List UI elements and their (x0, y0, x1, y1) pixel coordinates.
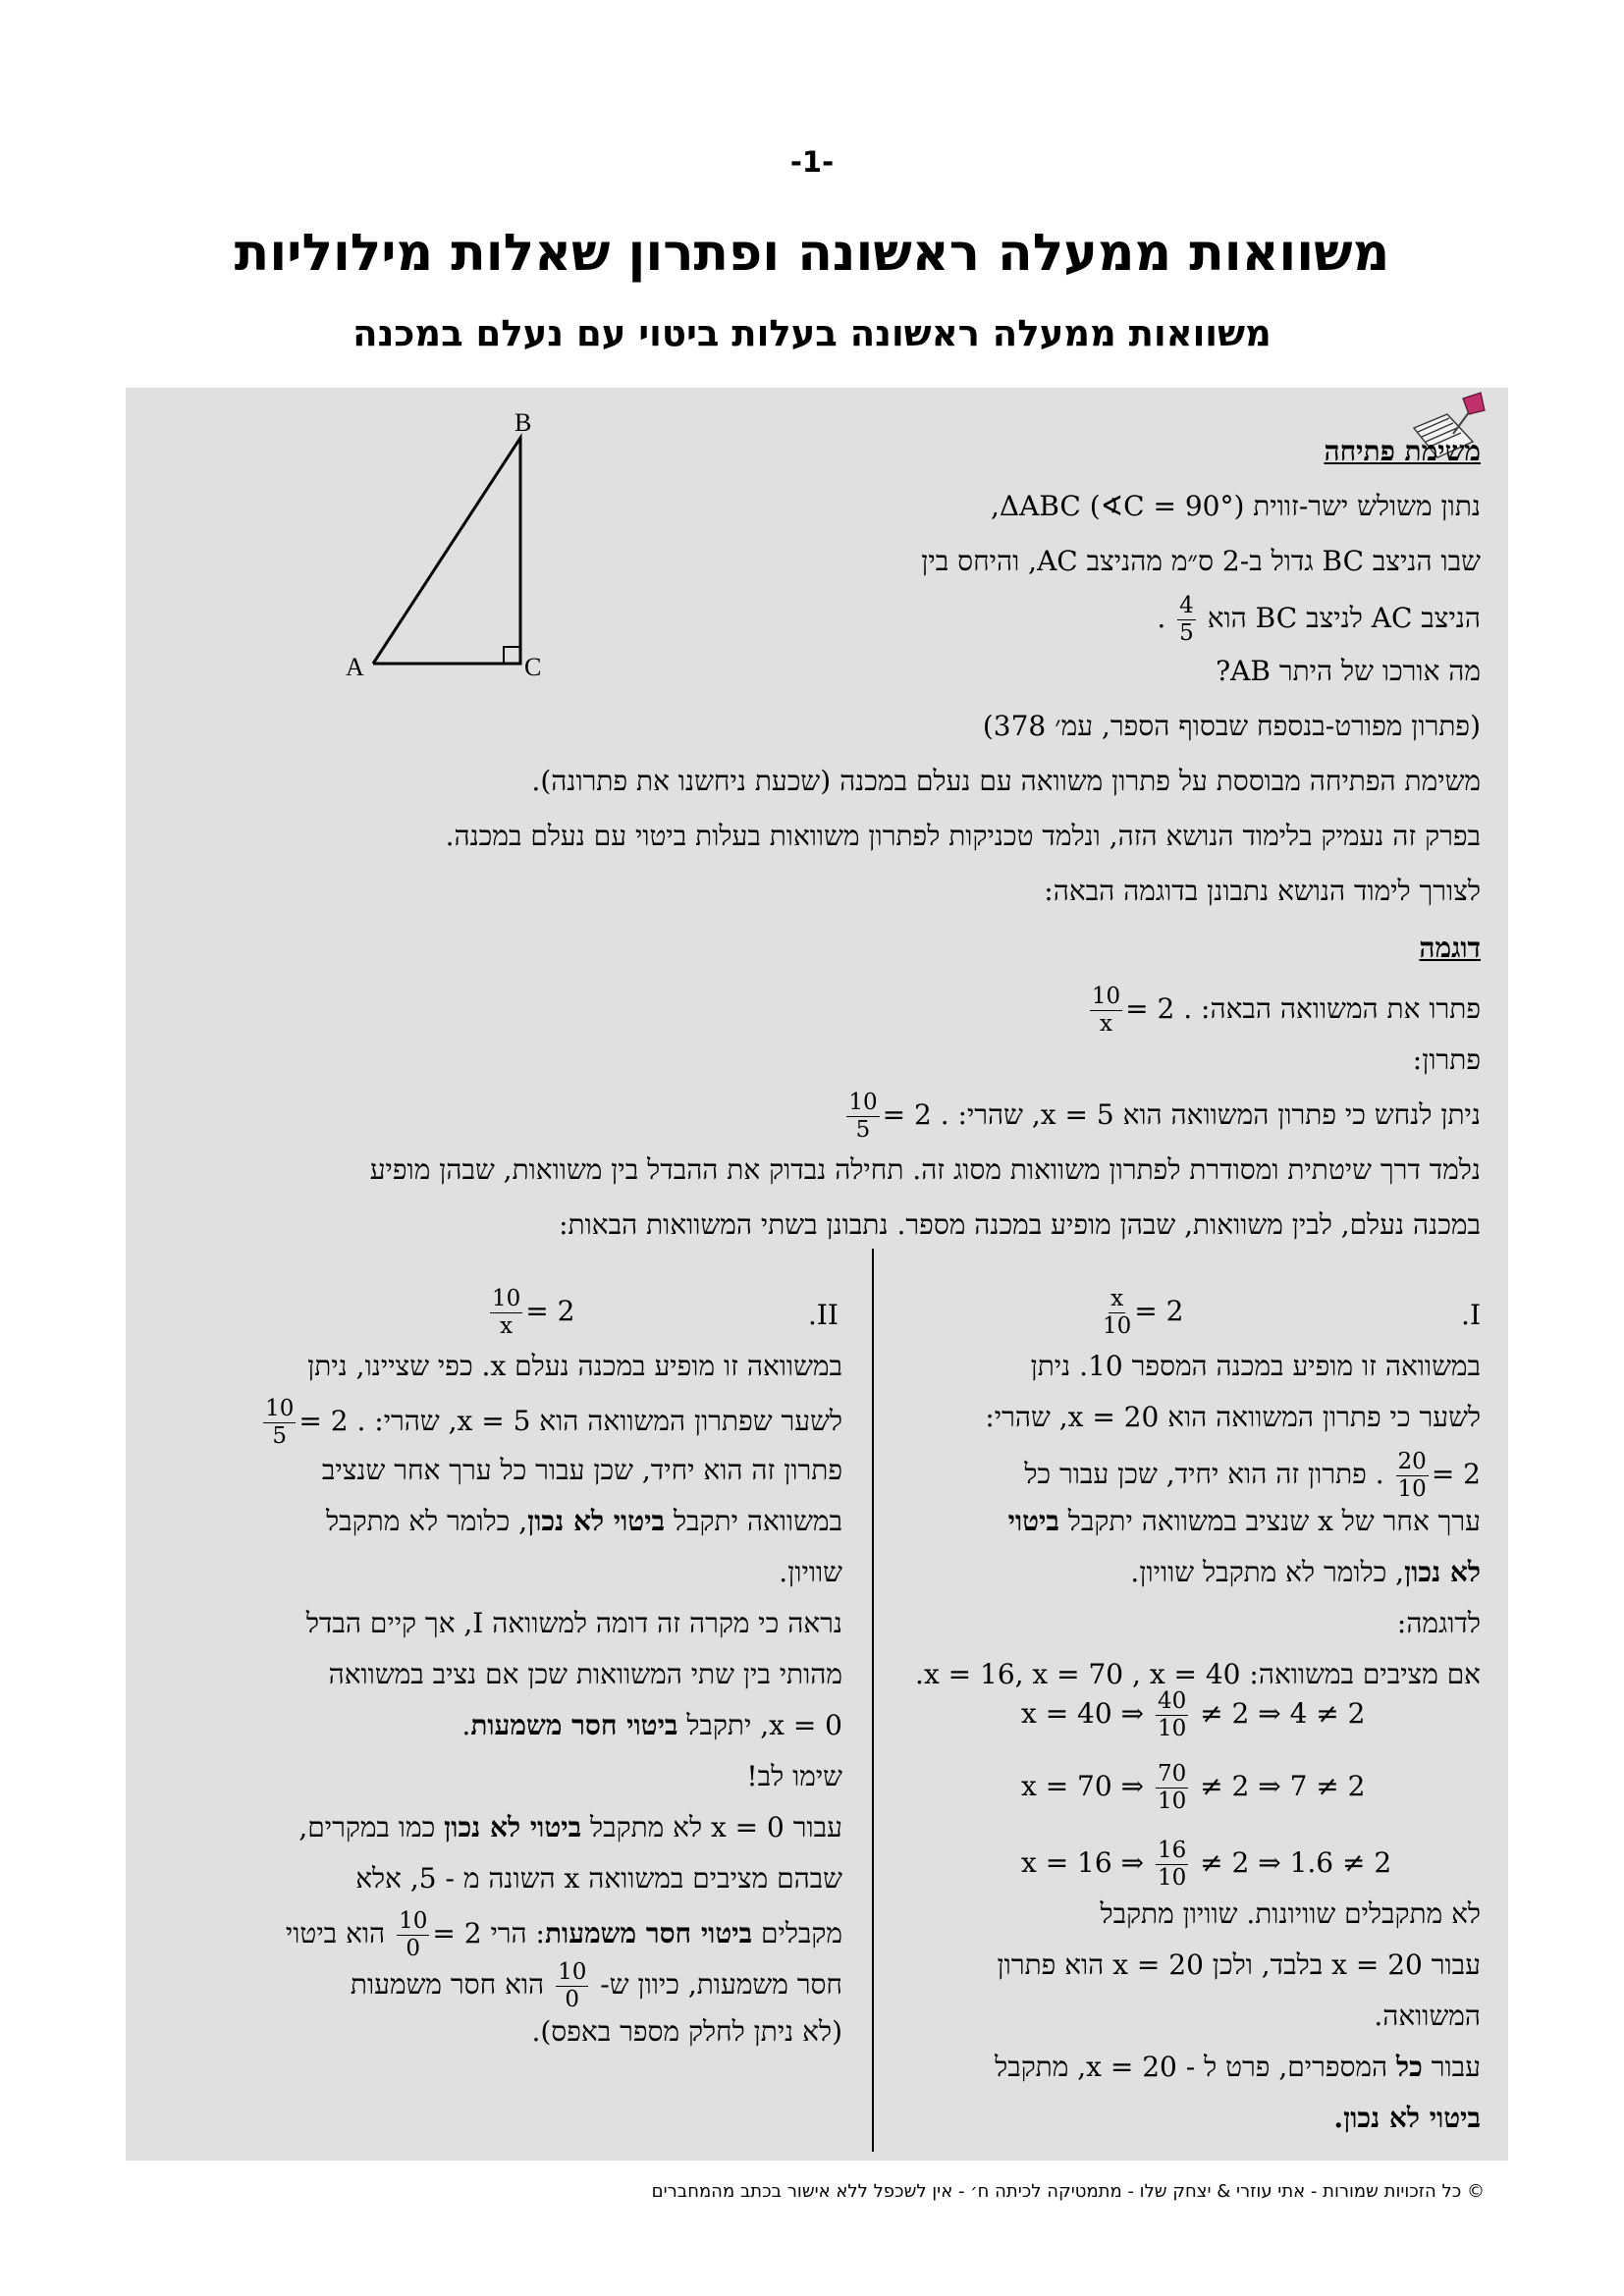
example-solve-text: פתרו את המשוואה הבאה: (1201, 992, 1481, 1025)
col1-line-3-text: . פתרון זה הוא יחיד, שכן עבור כל (1024, 1458, 1384, 1490)
col2-roman: II. (807, 1299, 839, 1331)
opening-heading: משימת פתיחה (1324, 435, 1481, 467)
col2-line-8: x = 0, יתקבל ביטוי חסר משמעות. (461, 1709, 842, 1741)
col2-line-13: חסר משמעות, כיוון ש- $\frac{10}{0}$ הוא חסר משמעות (350, 1959, 842, 2012)
col2-line-10: עבור x = 0 לא מתקבל ביטוי לא נכון כמו במקרים, (298, 1811, 842, 1843)
opening-line-2: שבו הניצב BC גדול ב-2 ס״מ מהניצב AC, והיחס בין (921, 545, 1481, 577)
example-guess-text: ניתן לנחש כי פתרון המשוואה הוא x = 5, שהרי: (957, 1098, 1481, 1131)
col1-line-12: ביטוי לא נכון. (1333, 2102, 1481, 2134)
example-para-1: נלמד דרך שיטתית ומסודרת לפתרון משוואות מסוג זה. תחילה נבדוק את ההבדל בין משוואות, שבהן מופיע (369, 1153, 1481, 1186)
example-heading: דוגמה (1419, 932, 1481, 964)
example-guess-line (843, 1092, 1481, 1142)
col1-line-3 (1024, 1451, 1481, 1501)
col1-line-2: לשער כי פתרון המשוואה הוא x = 20, שהרי: (985, 1401, 1481, 1433)
col1-line-11: עבור כל המספרים, פרט ל - x = 20, מתקבל (995, 2051, 1481, 2083)
col1-check: $\frac{20}{10}$ = 2 (1397, 1449, 1481, 1502)
page-subtitle: משוואות ממעלה ראשונה בעלות ביטוי עם נעלם במכנה (352, 312, 1272, 354)
col2-line-12: מקבלים ביטוי חסר משמעות: הרי $\frac{10}{0}$ = 2 הוא ביטוי (285, 1908, 842, 1961)
example-para-2: במכנה נעלם, לבין משוואות, שבהן מופיע במכנה מספר. נתבונן בשתי המשוואות הבאות: (559, 1208, 1481, 1241)
column-divider (872, 1249, 874, 2152)
col1-line-9: עבור x = 20 בלבד, ולכן x = 20 הוא פתרון (997, 1949, 1481, 1981)
page-number: -1- (789, 145, 835, 179)
col1-sub-16: x = 16 ⇒ $\frac{16}{10}$ ≠ 2 ⇒ 1.6 ≠ 2 (1021, 1838, 1392, 1891)
example-solve-line (1087, 986, 1481, 1036)
col1-equation: $\frac{x}{10}$ = 2 (1103, 1286, 1184, 1339)
col1-sub-70: x = 70 ⇒ $\frac{70}{10}$ ≠ 2 ⇒ 7 ≠ 2 (1021, 1761, 1366, 1814)
opening-line-1: נתון משולש ישר-זווית ΔABC (∢C = 90°), (990, 490, 1481, 522)
opening-line-3: הניצב AC לניצב BC הוא $\frac{4}{5}$ . (1157, 593, 1481, 646)
col1-line-5: לא נכון, כלומר לא מתקבל שוויון. (1130, 1556, 1481, 1588)
opening-line-5: (פתרון מפורט-בנספח שבסוף הספר, עמ׳ 378) (982, 710, 1481, 742)
col2-line-7: מהותי בין שתי המשוואות שכן אם נציב במשוואה (328, 1658, 842, 1690)
col1-line-10: המשוואה. (1374, 2000, 1481, 2032)
col2-line-4: במשוואה יתקבל ביטוי לא נכון, כלומר לא מתקבל (326, 1505, 842, 1537)
col1-values: x = 16, x = 70 , x = 40 (923, 1658, 1241, 1690)
col2-line-11: שבהם מציבים במשוואה x השונה מ - 5, אלא (355, 1862, 842, 1895)
col2-zero-fraction: $\frac{10}{0}$ (558, 1959, 587, 2012)
col2-line-2: לשער שפתרון המשוואה הוא x = 5, שהרי: $\frac{10}{5}$ = 2 . (260, 1398, 842, 1448)
vertex-label-c: C (524, 653, 542, 681)
col2-equation: $\frac{10}{x}$ = 2 (492, 1286, 575, 1339)
col2-check: $\frac{10}{5}$ = 2 . (265, 1396, 366, 1449)
col2-line-9: שימו לב! (746, 1760, 842, 1792)
example-guess-check: $\frac{10}{5}$ = 2 . (848, 1090, 949, 1143)
col2-line-1: במשוואה זו מופיע במכנה נעלם x. כפי שציינו, ניתן (307, 1350, 842, 1382)
opening-line-7: בפרק זה נעמיק בלימוד הנושא הזה, ונלמד טכניקות לפתרון משוואות בעלות ביטוי עם נעלם במכנה. (445, 820, 1481, 852)
col2-undefined-expr: $\frac{10}{0}$ = 2 (399, 1908, 482, 1961)
col1-sub-40: x = 40 ⇒ $\frac{40}{10}$ ≠ 2 ⇒ 4 ≠ 2 (1021, 1688, 1366, 1741)
example-equation: $\frac{10}{x}$ = 2 . (1091, 984, 1193, 1037)
page-title: משוואות ממעלה ראשונה ופתרון שאלות מילוליות (234, 224, 1390, 283)
col1-line-1: במשוואה זו מופיע במכנה המספר 10. ניתן (1030, 1350, 1481, 1382)
col2-line-5: שוויון. (779, 1556, 842, 1588)
col1-line-6: לדוגמה: (1396, 1607, 1481, 1639)
col1-line-4: ערך אחר של x שנציב במשוואה יתקבל ביטוי (1007, 1505, 1481, 1537)
vertex-label-a: A (346, 653, 364, 681)
solution-label: פתרון: (1412, 1043, 1481, 1076)
opening-line-4: מה אורכו של היתר AB? (1216, 655, 1481, 687)
vertex-label-b: B (514, 412, 532, 437)
col1-line-7: אם מציבים במשוואה: x = 16, x = 70 , x = 40. (915, 1655, 1481, 1694)
ratio-fraction: $\frac{4}{5}$ (1179, 593, 1194, 646)
col2-line-6: נראה כי מקרה זה דומה למשוואה I, אך קיים הבדל (305, 1607, 842, 1639)
opening-line-3-text: הניצב AC לניצב BC הוא (1207, 602, 1481, 634)
copyright-footer: © כל הזכויות שמורות - אתי עוזרי & יצחק שלו - מתמטיקה לכיתה ח׳ - אין לשכפל ללא אישור בכתב מהמחברים (651, 2181, 1485, 2202)
opening-line-6: משימת הפתיחה מבוססת על פתרון משוואה עם נעלם במכנה (שכעת ניחשנו את פתרונה). (531, 765, 1481, 797)
opening-line-8: לצורך לימוד הנושא נתבונן בדוגמה הבאה: (1044, 875, 1481, 907)
col2-line-14: (לא ניתן לחלק מספר באפס). (531, 2015, 842, 2048)
triangle-diagram (334, 412, 569, 687)
col2-line-3: פתרון זה הוא יחיד, שכן עבור כל ערך אחר שנציב (321, 1454, 842, 1486)
col1-line-8: לא מתקבלים שוויונות. שוויון מתקבל (1100, 1897, 1481, 1930)
col1-roman: I. (1461, 1299, 1481, 1331)
